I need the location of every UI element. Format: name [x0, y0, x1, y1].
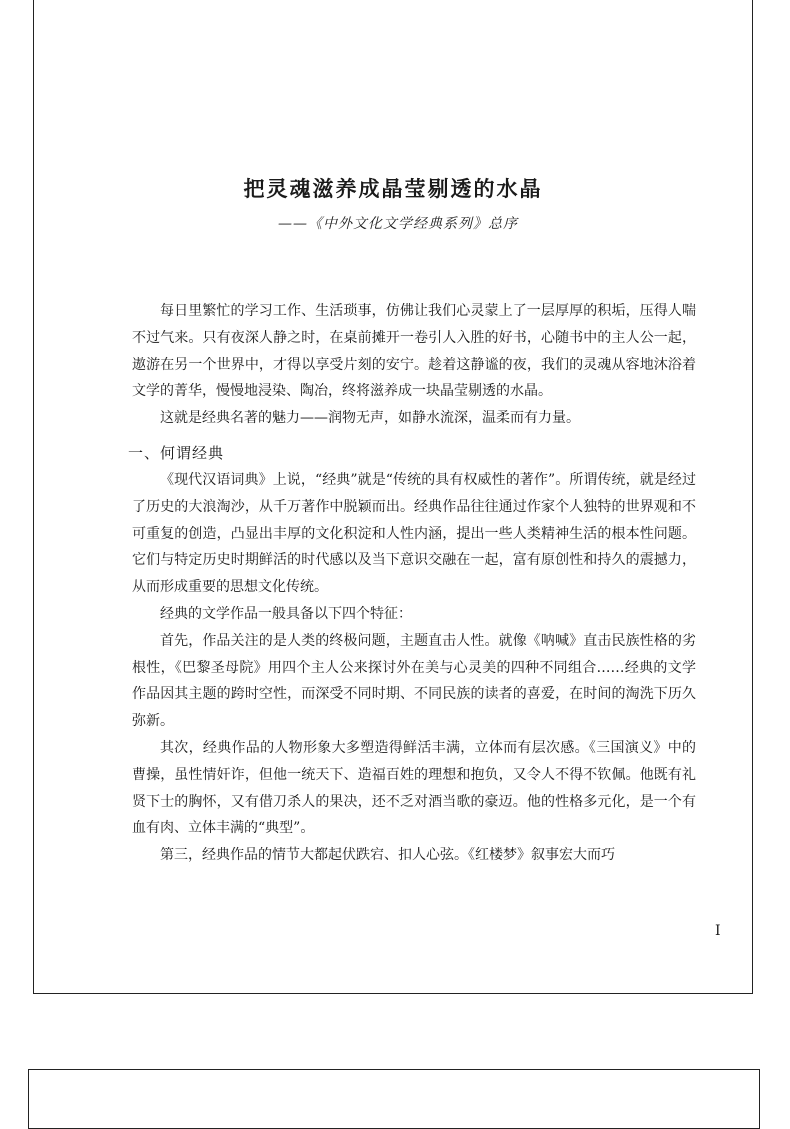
page-number: I	[715, 923, 721, 939]
paragraph: 其次，经典作品的人物形象大多塑造得鲜活丰满，立体而有层次感。《三国演义》中的曹操，虽性情奸诈，但他一统天下、造福百姓的理想和抱负，又令人不得不钦佩。他既有礼贤下士的胸怀，又有借刀杀人的果决，还不乏对酒当歌的豪迈。他的性格多元化，是一个有血有肉、立体丰满的“典型”。	[132, 739, 696, 837]
paragraph: 每日里繁忙的学习工作、生活琐事，仿佛让我们心灵蒙上了一层厚厚的积垢，压得人喘不过气来。只有夜深人静之时，在桌前摊开一卷引人入胜的好书，心随书中的主人公一起，遨游在另一个世界中，才得以享受片刻的安宁。趁着这静谧的夜，我们的灵魂从容地沐浴着文学的菁华，慢慢地浸染、陶冶，终将滋养成一块晶莹剔透的水晶。	[132, 303, 696, 400]
paragraph: 第三，经典作品的情节大都起伏跌宕、扣人心弦。《红楼梦》叙事宏大而巧	[160, 847, 615, 864]
paragraph: 首先，作品关注的是人类的终极问题，主题直击人性。就像《呐喊》直击民族性格的劣根性，《巴黎圣母院》用四个主人公来探讨外在美与心灵美的四种不同组合……经典的文学作品因其主题的跨时空性，而深受不同时期、不同民族的读者的喜爱，在时间的淘洗下历久弥新。	[132, 632, 696, 730]
document-title: 把灵魂滋养成晶莹剔透的水晶	[243, 176, 543, 201]
next-page-edge	[28, 1069, 760, 1129]
paragraph: 《现代汉语词典》上说，“经典”就是“传统的具有权威性的著作”。所谓传统，就是经过了历史的大浪淘沙，从千万著作中脱颖而出。经典作品往往通过作家个人独特的世界观和不可重复的创造，凸显出丰厚的文化积淀和人性内涵，提出一些人类精神生活的根本性问题。它们与特定历史时期鲜活的时代感以及当下意识交融在一起，富有原创性和持久的震撼力，从而形成重要的思想文化传统。	[132, 471, 696, 596]
paragraph: 经典的文学作品一般具备以下四个特征：	[160, 605, 412, 622]
document-subtitle: ——《中外文化文学经典系列》总序	[278, 216, 518, 232]
section-heading: 一、何谓经典	[128, 443, 225, 462]
document-body	[128, 298, 696, 869]
paragraph: 这就是经典名著的魅力——润物无声，如静水流深，温柔而有力量。	[160, 410, 580, 427]
document-page	[33, 0, 753, 994]
